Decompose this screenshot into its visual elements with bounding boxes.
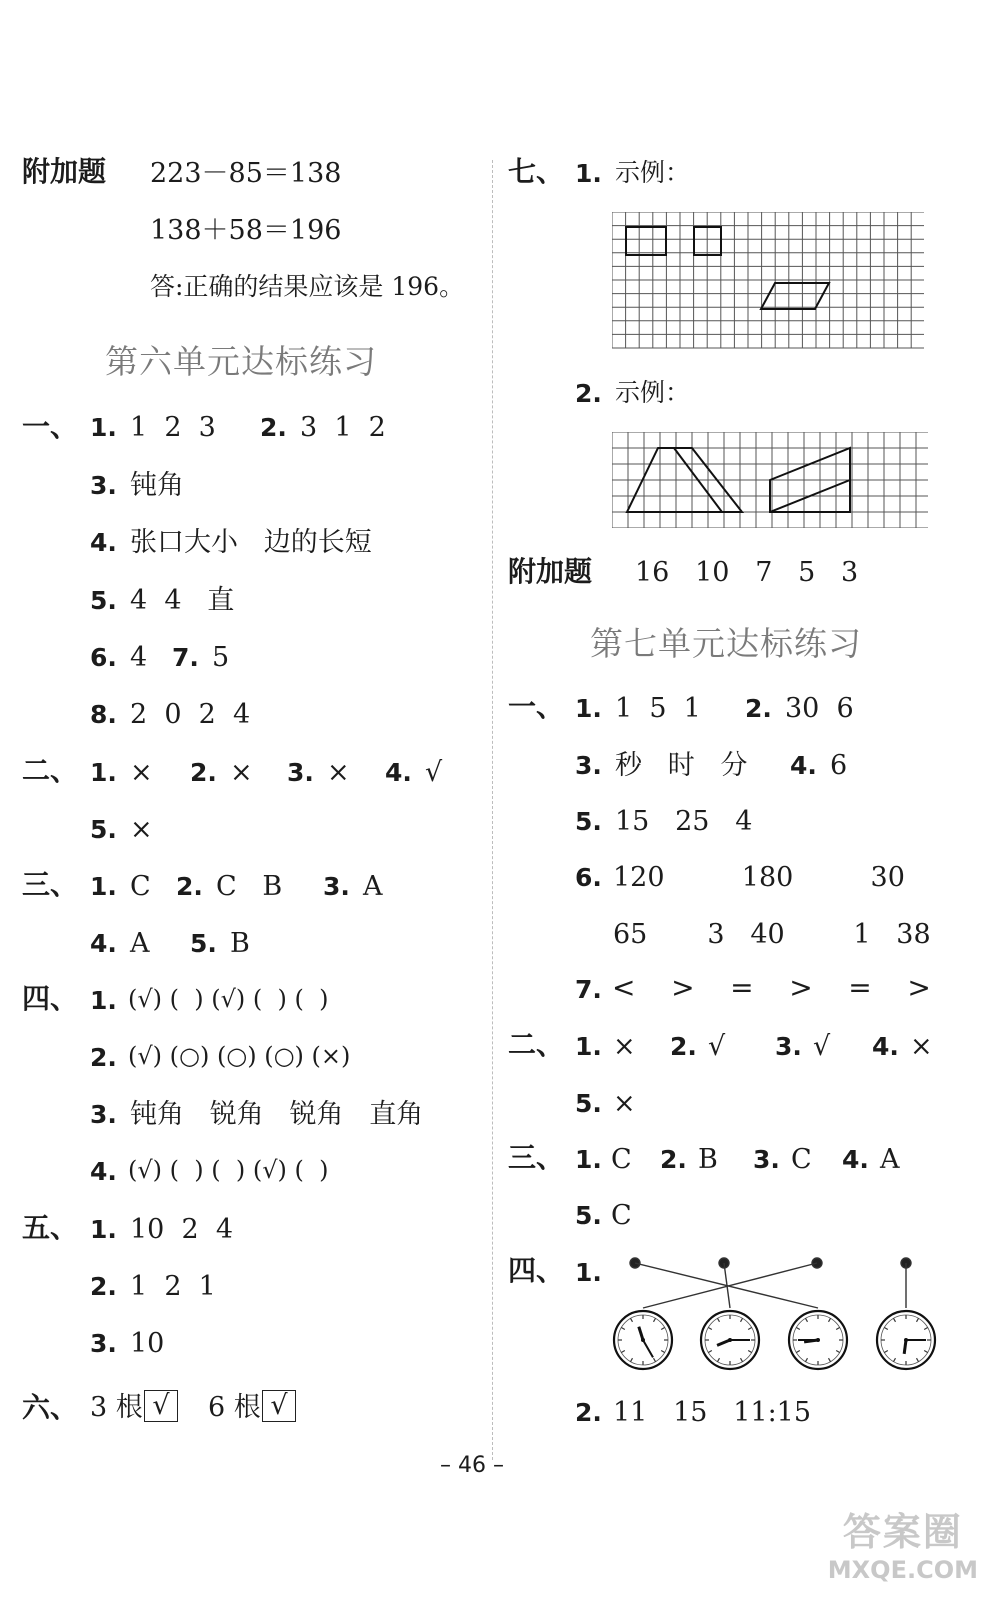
item-number: 2. <box>575 379 602 408</box>
clock-icon <box>877 1311 935 1369</box>
item-number: 4. <box>790 751 817 780</box>
answer-text: A <box>130 928 150 959</box>
clock-icon <box>789 1311 847 1369</box>
item-number: 3. <box>575 751 602 780</box>
answer-text: C <box>791 1144 812 1175</box>
extra-values: 16 10 7 5 3 <box>635 557 859 588</box>
item-number: 4. <box>90 1157 117 1186</box>
answer-text: (√) (○) (○) (○) (×) <box>128 1042 351 1070</box>
watermark-url: MXQE.COM <box>827 1556 978 1584</box>
answer-mark: × <box>613 1031 636 1062</box>
grid-drawing-2 <box>612 432 930 528</box>
item-number: 1. <box>575 1258 602 1287</box>
item-number: 4. <box>385 758 412 787</box>
check-mark: √ <box>262 1390 296 1422</box>
answer-text: (√) ( ) (√) ( ) ( ) <box>128 985 329 1013</box>
item-number: 1. <box>575 1032 602 1061</box>
item-number: 2. <box>670 1032 697 1061</box>
answer-mark: √ <box>425 757 443 788</box>
item-number: 3. <box>90 1329 117 1358</box>
answer-text: 6 根 <box>208 1392 261 1423</box>
item-number: 3. <box>90 471 117 500</box>
item-number: 4. <box>90 528 117 557</box>
answer-text: 4 <box>130 642 148 673</box>
item-number: 1. <box>90 986 117 1015</box>
extra-answer: 答:正确的结果应该是 196。 <box>150 272 465 301</box>
item-number: 7. <box>575 975 602 1004</box>
answer-text: 10 2 4 <box>130 1214 234 1245</box>
answer-text: 11 15 11:15 <box>613 1397 812 1428</box>
answer-text: 3 1 2 <box>300 412 386 443</box>
section-label: 一、 <box>508 690 565 723</box>
answer-text: 1 5 1 <box>615 693 701 724</box>
unit7-title: 第七单元达标练习 <box>590 624 862 663</box>
answer-mark: × <box>613 1088 636 1119</box>
parallelogram-shape <box>761 283 829 309</box>
answer-mark: × <box>130 757 153 788</box>
answer-text: 65 3 40 1 38 <box>613 919 931 950</box>
item-number: 5. <box>190 929 217 958</box>
item-number: 2. <box>745 694 772 723</box>
clock-matching-diagram <box>600 1250 945 1380</box>
item-number: 3. <box>323 872 350 901</box>
item-number: 4. <box>842 1145 869 1174</box>
watermark <box>828 1501 978 1584</box>
grid-drawing-1 <box>612 212 926 350</box>
item-number: 2. <box>660 1145 687 1174</box>
item-number: 7. <box>172 643 199 672</box>
answer-mark: × <box>910 1031 933 1062</box>
item-number: 1. <box>90 1215 117 1244</box>
item-number: 1. <box>90 413 117 442</box>
answer-text: 15 25 4 <box>615 806 753 837</box>
answer-mark: × <box>130 814 153 845</box>
answer-text: 2 0 2 4 <box>130 699 251 730</box>
answer-text: 1 2 3 <box>130 412 216 443</box>
section-label: 五、 <box>22 1211 79 1244</box>
extra-line-1: 223－85＝138 <box>150 158 342 189</box>
section-label: 六、 <box>22 1391 79 1424</box>
item-number: 2. <box>90 1043 117 1072</box>
section-label: 四、 <box>508 1254 565 1287</box>
item-number: 2. <box>90 1272 117 1301</box>
answer-text: 30 6 <box>785 693 854 724</box>
item-number: 6. <box>90 643 117 672</box>
item-number: 5. <box>575 1201 602 1230</box>
answer-text: 钝角 锐角 锐角 直角 <box>130 1099 424 1130</box>
check-box <box>262 1390 296 1422</box>
item-number: 2. <box>190 758 217 787</box>
check-mark: √ <box>144 1390 178 1422</box>
answer-text: C <box>611 1200 632 1231</box>
example-label: 示例： <box>615 378 691 407</box>
item-number: 2. <box>260 413 287 442</box>
item-number: 4. <box>872 1032 899 1061</box>
answer-text: 120 180 30 <box>613 862 905 893</box>
answer-text: < > = > = > <box>612 971 931 1004</box>
example-label: 示例： <box>615 158 691 187</box>
item-number: 1. <box>575 1145 602 1174</box>
item-number: 5. <box>90 586 117 615</box>
answer-text: 3 根 <box>90 1392 143 1423</box>
answer-text: 1 2 1 <box>130 1271 216 1302</box>
item-number: 8. <box>90 700 117 729</box>
item-number: 3. <box>90 1100 117 1129</box>
answer-text: B <box>698 1144 718 1175</box>
extra-question-label: 附加题 <box>22 155 107 188</box>
item-number: 2. <box>176 872 203 901</box>
answer-text: C <box>611 1144 632 1175</box>
answer-mark: × <box>327 757 350 788</box>
answer-text: A <box>880 1144 900 1175</box>
item-number: 2. <box>575 1398 602 1427</box>
item-number: 1. <box>90 758 117 787</box>
clock-icon <box>614 1311 672 1369</box>
answer-text: 6 <box>830 750 848 781</box>
watermark-logo-text: 答案圈 <box>842 1510 963 1554</box>
answer-text: A <box>363 871 383 902</box>
section-label: 二、 <box>508 1028 565 1061</box>
answer-text: 张口大小 边的长短 <box>130 527 372 558</box>
item-number: 3. <box>287 758 314 787</box>
item-number: 5. <box>575 1089 602 1118</box>
unit6-title: 第六单元达标练习 <box>105 342 377 381</box>
section-label: 三、 <box>508 1141 565 1174</box>
extra-question-label: 附加题 <box>508 555 593 588</box>
rectangle-shape <box>626 227 666 255</box>
item-number: 6. <box>575 863 602 892</box>
answer-text: C <box>130 871 151 902</box>
extra-line-2: 138＋58＝196 <box>150 215 342 246</box>
answer-mark: × <box>230 757 253 788</box>
column-divider <box>492 160 493 1460</box>
answer-text: 5 <box>212 642 230 673</box>
section-label: 三、 <box>22 868 79 901</box>
answer-text: 10 <box>130 1328 165 1359</box>
clock-icon <box>701 1311 759 1369</box>
item-number: 5. <box>90 815 117 844</box>
answer-mark: √ <box>708 1031 726 1062</box>
answer-mark: √ <box>813 1031 831 1062</box>
section-label: 一、 <box>22 410 79 443</box>
answer-text: (√) ( ) ( ) (√) ( ) <box>128 1156 329 1184</box>
section-label: 七、 <box>508 155 565 188</box>
check-box <box>144 1390 178 1422</box>
answer-text: C B <box>216 871 283 902</box>
section-label: 四、 <box>22 982 79 1015</box>
item-number: 5. <box>575 807 602 836</box>
item-number: 4. <box>90 929 117 958</box>
section-label: 二、 <box>22 754 79 787</box>
item-number: 3. <box>753 1145 780 1174</box>
answer-text: 秒 时 分 <box>615 750 748 781</box>
item-number: 1. <box>575 694 602 723</box>
item-number: 3. <box>775 1032 802 1061</box>
item-number: 1. <box>575 159 602 188</box>
answer-text: B <box>230 928 250 959</box>
item-number: 1. <box>90 872 117 901</box>
page-number: – 46 – <box>440 1453 504 1478</box>
answer-text: 钝角 <box>130 470 184 501</box>
answer-text: 4 4 直 <box>130 585 235 616</box>
